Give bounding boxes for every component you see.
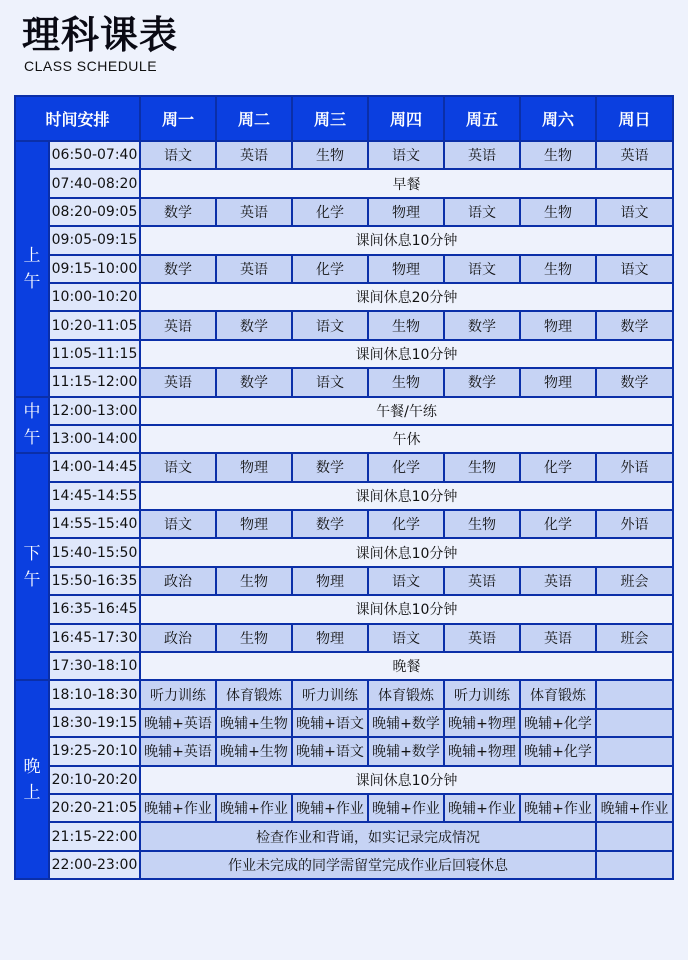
class-cell: 语文 (292, 368, 368, 396)
class-cell: 晚辅+数学 (368, 709, 444, 737)
class-cell: 化学 (368, 453, 444, 481)
class-cell: 物理 (292, 624, 368, 652)
class-cell: 班会 (596, 567, 673, 595)
activity-cell: 课间休息10分钟 (140, 538, 673, 566)
class-cell: 数学 (596, 368, 673, 396)
schedule-row (15, 510, 673, 538)
class-cell: 体育锻炼 (520, 680, 596, 708)
time-cell: 16:45-17:30 (49, 624, 140, 652)
time-cell: 14:00-14:45 (49, 453, 140, 481)
class-cell: 班会 (596, 624, 673, 652)
class-cell: 语文 (140, 141, 216, 169)
header-day: 周三 (292, 96, 368, 141)
period-label-text: 中 午 (23, 401, 41, 448)
activity-cell: 晚餐 (140, 652, 673, 680)
time-cell: 06:50-07:40 (49, 141, 140, 169)
schedule-row (15, 226, 673, 254)
schedule-row (15, 255, 673, 283)
schedule-row (15, 652, 673, 680)
class-cell: 晚辅+物理 (444, 737, 520, 765)
class-cell: 语文 (292, 311, 368, 339)
class-cell: 语文 (368, 141, 444, 169)
class-cell: 化学 (292, 198, 368, 226)
class-cell: 晚辅+作业 (444, 794, 520, 822)
class-cell: 晚辅+生物 (216, 737, 292, 765)
schedule-row (15, 680, 673, 708)
schedule-row (15, 198, 673, 226)
class-cell: 语文 (140, 510, 216, 538)
class-cell: 数学 (596, 311, 673, 339)
schedule-row (15, 311, 673, 339)
schedule-row (15, 340, 673, 368)
period-label-morning (15, 141, 49, 397)
schedule-row (15, 169, 673, 197)
class-cell: 晚辅+作业 (216, 794, 292, 822)
class-cell: 数学 (140, 198, 216, 226)
time-cell: 18:10-18:30 (49, 680, 140, 708)
class-cell: 化学 (520, 453, 596, 481)
schedule-row (15, 709, 673, 737)
class-cell: 数学 (216, 368, 292, 396)
time-cell: 10:00-10:20 (49, 283, 140, 311)
class-cell: 语文 (596, 255, 673, 283)
header-day: 周六 (520, 96, 596, 141)
activity-cell: 课间休息10分钟 (140, 340, 673, 368)
class-cell: 物理 (292, 567, 368, 595)
time-cell: 11:15-12:00 (49, 368, 140, 396)
empty-cell (596, 709, 673, 737)
class-cell: 外语 (596, 510, 673, 538)
activity-cell: 作业未完成的同学需留堂完成作业后回寝休息 (140, 851, 596, 879)
time-cell: 14:55-15:40 (49, 510, 140, 538)
class-cell: 晚辅+语文 (292, 737, 368, 765)
class-cell: 物理 (520, 368, 596, 396)
schedule-row (15, 766, 673, 794)
time-cell: 15:40-15:50 (49, 538, 140, 566)
period-label-text: 下 午 (23, 543, 41, 590)
class-cell: 数学 (292, 453, 368, 481)
header-day: 周日 (596, 96, 673, 141)
schedule-row (15, 851, 673, 879)
time-cell: 16:35-16:45 (49, 595, 140, 623)
class-cell: 语文 (444, 255, 520, 283)
class-cell: 晚辅+作业 (140, 794, 216, 822)
class-cell: 英语 (216, 255, 292, 283)
class-cell: 语文 (368, 624, 444, 652)
class-cell: 英语 (140, 368, 216, 396)
page-subtitle: CLASS SCHEDULE (24, 58, 158, 74)
class-cell: 生物 (216, 624, 292, 652)
schedule-row (15, 794, 673, 822)
class-cell: 生物 (520, 198, 596, 226)
time-cell: 20:10-20:20 (49, 766, 140, 794)
time-cell: 07:40-08:20 (49, 169, 140, 197)
class-cell: 晚辅+物理 (444, 709, 520, 737)
class-cell: 晚辅+生物 (216, 709, 292, 737)
schedule-row (15, 283, 673, 311)
time-cell: 09:05-09:15 (49, 226, 140, 254)
class-cell: 英语 (596, 141, 673, 169)
time-cell: 19:25-20:10 (49, 737, 140, 765)
empty-cell (596, 822, 673, 850)
class-cell: 体育锻炼 (216, 680, 292, 708)
time-cell: 21:15-22:00 (49, 822, 140, 850)
class-cell: 英语 (216, 141, 292, 169)
class-cell: 晚辅+英语 (140, 737, 216, 765)
time-cell: 08:20-09:05 (49, 198, 140, 226)
time-cell: 17:30-18:10 (49, 652, 140, 680)
schedule-row (15, 567, 673, 595)
schedule-row (15, 368, 673, 396)
class-cell: 物理 (216, 510, 292, 538)
class-cell: 晚辅+数学 (368, 737, 444, 765)
empty-cell (596, 737, 673, 765)
class-cell: 化学 (368, 510, 444, 538)
activity-cell: 午休 (140, 425, 673, 453)
class-cell: 生物 (444, 453, 520, 481)
class-cell: 生物 (444, 510, 520, 538)
time-cell: 18:30-19:15 (49, 709, 140, 737)
class-cell: 语文 (596, 198, 673, 226)
schedule-row (15, 482, 673, 510)
class-cell: 晚辅+化学 (520, 737, 596, 765)
period-label-evening (15, 680, 49, 879)
header-day: 周五 (444, 96, 520, 141)
class-cell: 物理 (368, 198, 444, 226)
time-cell: 10:20-11:05 (49, 311, 140, 339)
schedule-row (15, 397, 673, 425)
time-cell: 13:00-14:00 (49, 425, 140, 453)
class-cell: 数学 (444, 311, 520, 339)
schedule-row (15, 737, 673, 765)
class-cell: 化学 (292, 255, 368, 283)
period-label-noon (15, 397, 49, 454)
time-cell: 09:15-10:00 (49, 255, 140, 283)
class-cell: 晚辅+化学 (520, 709, 596, 737)
class-cell: 英语 (520, 567, 596, 595)
class-cell: 晚辅+作业 (292, 794, 368, 822)
schedule-row (15, 453, 673, 481)
class-cell: 听力训练 (444, 680, 520, 708)
class-cell: 语文 (140, 453, 216, 481)
class-cell: 晚辅+作业 (520, 794, 596, 822)
schedule-table (14, 95, 674, 880)
schedule-row (15, 141, 673, 169)
class-cell: 听力训练 (292, 680, 368, 708)
class-cell: 数学 (444, 368, 520, 396)
class-cell: 体育锻炼 (368, 680, 444, 708)
activity-cell: 课间休息10分钟 (140, 482, 673, 510)
schedule-row (15, 425, 673, 453)
activity-cell: 课间休息20分钟 (140, 283, 673, 311)
class-cell: 英语 (520, 624, 596, 652)
activity-cell: 课间休息10分钟 (140, 595, 673, 623)
class-cell: 生物 (520, 141, 596, 169)
time-cell: 15:50-16:35 (49, 567, 140, 595)
header-time: 时间安排 (15, 96, 140, 141)
class-cell: 生物 (520, 255, 596, 283)
class-cell: 晚辅+英语 (140, 709, 216, 737)
class-cell: 政治 (140, 567, 216, 595)
period-label-text: 晚 上 (23, 756, 41, 803)
class-cell: 数学 (140, 255, 216, 283)
time-cell: 14:45-14:55 (49, 482, 140, 510)
class-cell: 晚辅+语文 (292, 709, 368, 737)
class-cell: 晚辅+作业 (368, 794, 444, 822)
activity-cell: 课间休息10分钟 (140, 766, 673, 794)
class-cell: 听力训练 (140, 680, 216, 708)
class-cell: 英语 (444, 567, 520, 595)
class-cell: 化学 (520, 510, 596, 538)
page-title: 理科课表 (22, 13, 179, 57)
class-cell: 英语 (216, 198, 292, 226)
time-cell: 20:20-21:05 (49, 794, 140, 822)
class-cell: 语文 (368, 567, 444, 595)
class-cell: 物理 (368, 255, 444, 283)
time-cell: 11:05-11:15 (49, 340, 140, 368)
class-cell: 物理 (216, 453, 292, 481)
schedule-row (15, 538, 673, 566)
class-cell: 英语 (444, 624, 520, 652)
header-day: 周二 (216, 96, 292, 141)
activity-cell: 检查作业和背诵，如实记录完成情况 (140, 822, 596, 850)
class-cell: 数学 (216, 311, 292, 339)
empty-cell (596, 851, 673, 879)
class-cell: 外语 (596, 453, 673, 481)
class-cell: 晚辅+作业 (596, 794, 673, 822)
schedule-row (15, 595, 673, 623)
schedule-row (15, 822, 673, 850)
class-cell: 英语 (444, 141, 520, 169)
class-cell: 生物 (292, 141, 368, 169)
class-cell: 生物 (368, 311, 444, 339)
schedule-row (15, 624, 673, 652)
class-cell: 政治 (140, 624, 216, 652)
empty-cell (596, 680, 673, 708)
class-cell: 数学 (292, 510, 368, 538)
period-label-text: 上 午 (23, 245, 41, 292)
activity-cell: 早餐 (140, 169, 673, 197)
header-row (15, 96, 673, 141)
class-cell: 英语 (140, 311, 216, 339)
time-cell: 12:00-13:00 (49, 397, 140, 425)
time-cell: 22:00-23:00 (49, 851, 140, 879)
class-cell: 语文 (444, 198, 520, 226)
activity-cell: 课间休息10分钟 (140, 226, 673, 254)
class-cell: 生物 (216, 567, 292, 595)
activity-cell: 午餐/午练 (140, 397, 673, 425)
class-cell: 物理 (520, 311, 596, 339)
period-label-afternoon (15, 453, 49, 680)
class-cell: 生物 (368, 368, 444, 396)
header-day: 周四 (368, 96, 444, 141)
header-day: 周一 (140, 96, 216, 141)
